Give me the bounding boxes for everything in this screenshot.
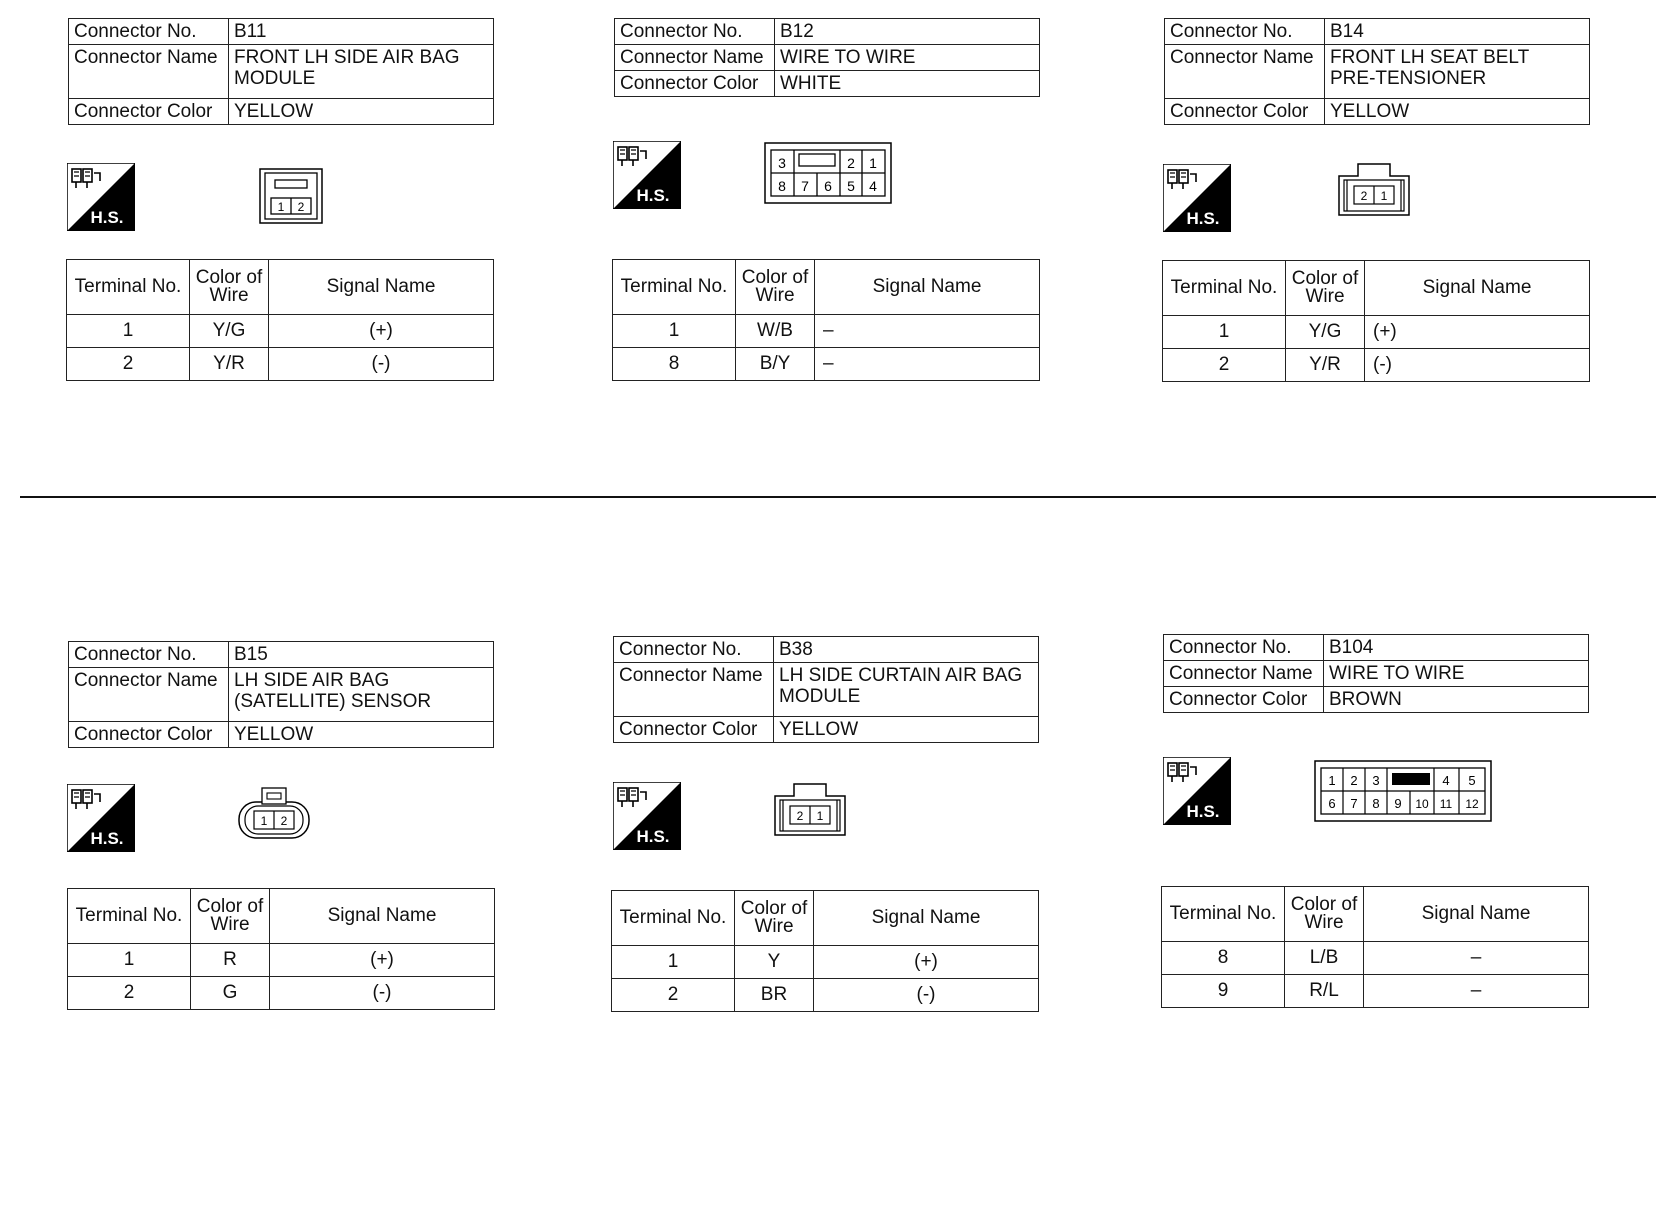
connector-face-b12: [764, 142, 892, 204]
svg-text:6: 6: [1328, 796, 1336, 811]
svg-text:2: 2: [847, 155, 855, 171]
svg-text:H.S.: H.S.: [90, 829, 124, 848]
connector-name-value: WIRE TO WIRE: [1324, 661, 1589, 687]
table-row: 2 BR (-): [612, 979, 1039, 1012]
svg-text:10: 10: [1415, 797, 1429, 811]
table-row: 1 W/B –: [613, 315, 1040, 348]
terminal-table-b11: [66, 259, 494, 381]
svg-text:2: 2: [1360, 189, 1368, 203]
terminal-table-b104: [1161, 886, 1589, 1008]
connector-no-label: Connector No.: [1165, 19, 1325, 45]
svg-text:H.S.: H.S.: [1186, 802, 1220, 821]
connector-name-value: FRONT LH SEAT BELT PRE-TENSIONER: [1325, 45, 1590, 99]
svg-text:8: 8: [778, 178, 786, 194]
table-row: 1 Y/G (+): [67, 315, 494, 348]
connector-info-table: [68, 641, 494, 748]
connector-no-label: Connector No.: [1164, 635, 1324, 661]
svg-text:2: 2: [280, 814, 288, 828]
connector-no-value: B12: [775, 19, 1040, 45]
connector-info-table: [614, 18, 1040, 97]
signal-name-header: Signal Name: [1364, 887, 1589, 942]
terminal-no-header: Terminal No.: [1162, 887, 1285, 942]
connector-color-value: BROWN: [1324, 687, 1589, 713]
connector-info-table: [613, 636, 1039, 743]
svg-text:2: 2: [796, 809, 804, 823]
connector-color-value: YELLOW: [229, 722, 494, 748]
svg-text:7: 7: [1350, 796, 1358, 811]
connector-name-label: Connector Name: [615, 45, 775, 71]
connector-info-table: [1163, 634, 1589, 713]
connector-block-b38: [613, 636, 1039, 743]
section-divider: [20, 496, 1656, 498]
connector-no-label: Connector No.: [69, 642, 229, 668]
svg-text:4: 4: [869, 178, 877, 194]
connector-face-b38: [772, 780, 848, 838]
connector-info-table: [1164, 18, 1590, 125]
connector-color-label: Connector Color: [69, 722, 229, 748]
harness-side-icon: [1163, 757, 1231, 825]
wire-color-header: Color of Wire: [736, 260, 815, 315]
connector-color-value: YELLOW: [1325, 99, 1590, 125]
table-row: 8 B/Y –: [613, 348, 1040, 381]
harness-side-icon: [613, 782, 681, 850]
signal-name-header: Signal Name: [1365, 261, 1590, 316]
table-row: 1 R (+): [68, 944, 495, 977]
connector-name-value: LH SIDE AIR BAG (SATELLITE) SENSOR: [229, 668, 494, 722]
connector-no-label: Connector No.: [615, 19, 775, 45]
svg-text:5: 5: [847, 178, 855, 194]
table-row: 1 Y/G (+): [1163, 316, 1590, 349]
svg-text:1: 1: [1328, 773, 1336, 788]
connector-no-value: B11: [229, 19, 494, 45]
harness-side-icon: [1163, 164, 1231, 232]
cavity-2: 2: [297, 200, 305, 214]
cavity-1: 1: [277, 200, 285, 214]
connector-name-value: WIRE TO WIRE: [775, 45, 1040, 71]
connector-color-label: Connector Color: [1165, 99, 1325, 125]
svg-text:2: 2: [1350, 773, 1358, 788]
svg-text:1: 1: [869, 155, 877, 171]
harness-side-icon: [67, 784, 135, 852]
connector-color-label: Connector Color: [615, 71, 775, 97]
terminal-table-b15: [67, 888, 495, 1010]
connector-block-b104: [1163, 634, 1589, 713]
wire-color-header: Color of Wire: [1285, 887, 1364, 942]
svg-text:1: 1: [260, 814, 268, 828]
table-row: 9 R/L –: [1162, 975, 1589, 1008]
connector-block-b15: [68, 641, 494, 748]
connector-name-value: FRONT LH SIDE AIR BAG MODULE: [229, 45, 494, 99]
connector-name-label: Connector Name: [1164, 661, 1324, 687]
terminal-no-header: Terminal No.: [612, 891, 735, 946]
connector-color-value: WHITE: [775, 71, 1040, 97]
harness-side-icon: [613, 141, 681, 209]
svg-text:9: 9: [1394, 796, 1402, 811]
svg-text:11: 11: [1439, 797, 1453, 811]
svg-text:H.S.: H.S.: [1186, 209, 1220, 228]
connector-no-value: B38: [774, 637, 1039, 663]
connector-block-b12: [614, 18, 1040, 97]
connector-no-label: Connector No.: [69, 19, 229, 45]
table-row: 8 L/B –: [1162, 942, 1589, 975]
connector-no-value: B14: [1325, 19, 1590, 45]
table-row: 2 G (-): [68, 977, 495, 1010]
connector-name-label: Connector Name: [69, 45, 229, 99]
connector-face-b11: [259, 168, 323, 224]
connector-color-label: Connector Color: [69, 99, 229, 125]
connector-no-value: B15: [229, 642, 494, 668]
terminal-no-header: Terminal No.: [1163, 261, 1286, 316]
connector-no-value: B104: [1324, 635, 1589, 661]
connector-color-label: Connector Color: [614, 717, 774, 743]
svg-text:3: 3: [778, 155, 786, 171]
connector-name-label: Connector Name: [1165, 45, 1325, 99]
wire-color-header: Color of Wire: [1286, 261, 1365, 316]
hs-label: H.S.: [90, 208, 124, 227]
svg-text:12: 12: [1465, 797, 1479, 811]
svg-text:3: 3: [1372, 773, 1380, 788]
svg-text:8: 8: [1372, 796, 1380, 811]
terminal-table-b14: [1162, 260, 1590, 382]
terminal-no-header: Terminal No.: [67, 260, 190, 315]
connector-face-b14: [1336, 160, 1412, 218]
signal-name-header: Signal Name: [814, 891, 1039, 946]
connector-color-label: Connector Color: [1164, 687, 1324, 713]
table-row: 1 Y (+): [612, 946, 1039, 979]
connector-info-table: [68, 18, 494, 125]
connector-face-b15: [236, 784, 312, 842]
svg-text:1: 1: [1380, 189, 1388, 203]
terminal-no-header: Terminal No.: [68, 889, 191, 944]
svg-text:7: 7: [801, 178, 809, 194]
signal-name-header: Signal Name: [269, 260, 494, 315]
connector-block-b11: [68, 18, 494, 125]
svg-text:H.S.: H.S.: [636, 186, 670, 205]
connector-color-value: YELLOW: [774, 717, 1039, 743]
connector-face-b104: [1314, 760, 1492, 822]
terminal-table-b12: [612, 259, 1040, 381]
terminal-table-b38: [611, 890, 1039, 1012]
connector-name-value: LH SIDE CURTAIN AIR BAG MODULE: [774, 663, 1039, 717]
table-row: 2 Y/R (-): [1163, 349, 1590, 382]
wire-color-header: Color of Wire: [190, 260, 269, 315]
connector-no-label: Connector No.: [614, 637, 774, 663]
wire-color-header: Color of Wire: [191, 889, 270, 944]
table-row: 2 Y/R (-): [67, 348, 494, 381]
connector-color-value: YELLOW: [229, 99, 494, 125]
signal-name-header: Signal Name: [815, 260, 1040, 315]
svg-text:4: 4: [1442, 773, 1450, 788]
connector-name-label: Connector Name: [69, 668, 229, 722]
wire-color-header: Color of Wire: [735, 891, 814, 946]
svg-text:1: 1: [816, 809, 824, 823]
harness-side-icon: [67, 163, 135, 231]
svg-text:H.S.: H.S.: [636, 827, 670, 846]
svg-text:5: 5: [1468, 773, 1476, 788]
connector-name-label: Connector Name: [614, 663, 774, 717]
connector-block-b14: [1164, 18, 1590, 125]
terminal-no-header: Terminal No.: [613, 260, 736, 315]
signal-name-header: Signal Name: [270, 889, 495, 944]
svg-text:6: 6: [824, 178, 832, 194]
